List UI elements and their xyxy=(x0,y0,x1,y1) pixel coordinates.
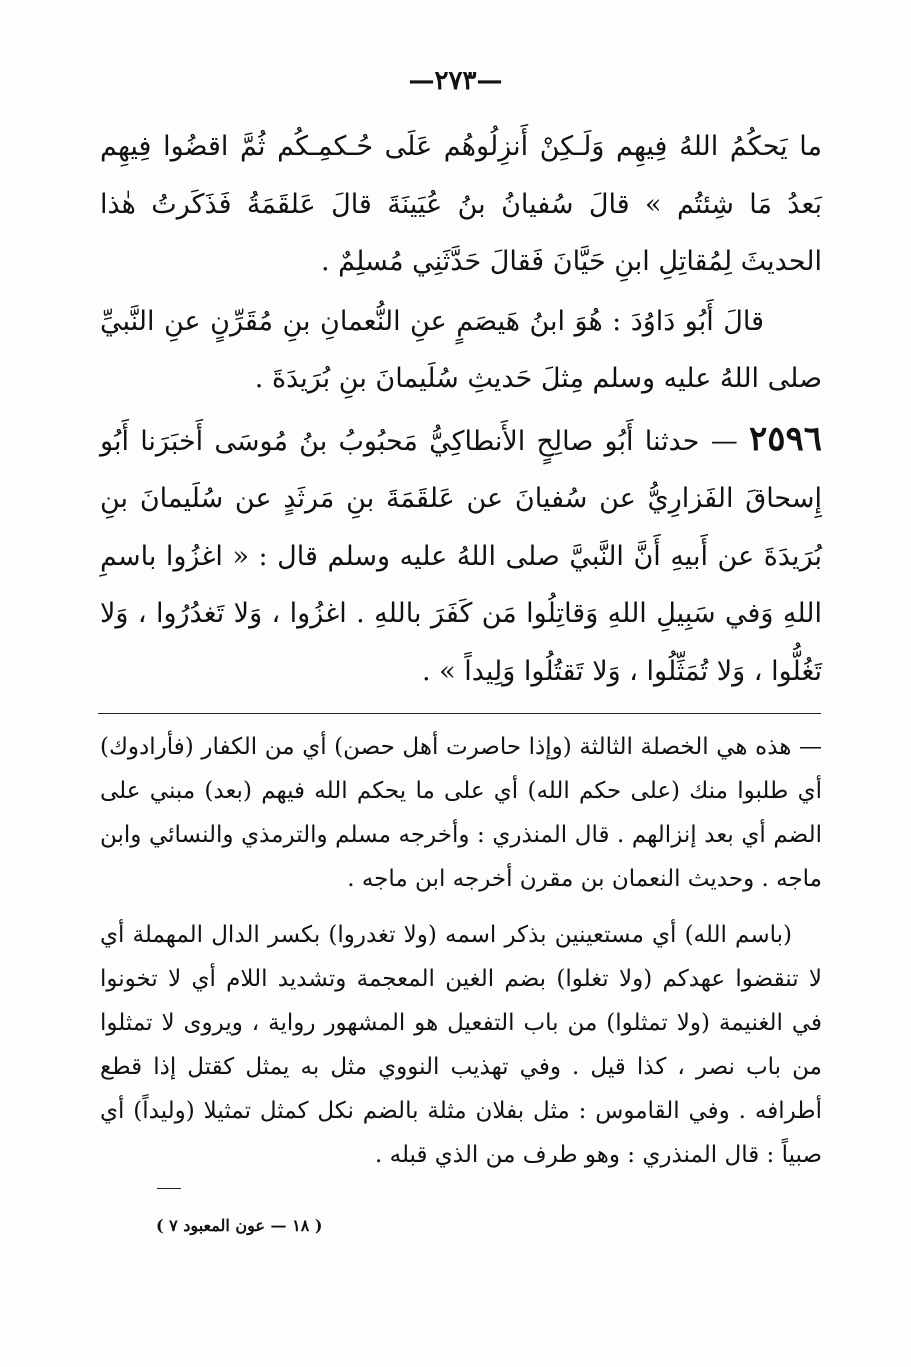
hadith-paragraph xyxy=(100,411,822,701)
page-number: —٢٧٣— xyxy=(408,66,503,96)
commentary xyxy=(100,725,822,1177)
volume-signature: ( ١٨ — عون المعبود ٧ ) xyxy=(156,1216,323,1235)
hadith-text: — حدثنا أَبُو صالِحٍ الأَنطاكِيُّ مَحبُوبُ بنُ مُوسَى أَخبَرَنا أَبُو إِسحاقَ الفَزارِيُّ عن سُفيانَ عن عَلقَمَةَ بنِ مَرثَدٍ عن سُلَيمانَ بنِ بُرَيدَةَ عن أَبيهِ أَنَّ النَّبيَّ صلى اللهُ عليه وسلم قال : « اغزُوا باسمِ اللهِ وَفي سَبِيلِ اللهِ وَقاتِلُوا مَن كَفَرَ باللهِ . اغزُوا ، وَلا تَغدُرُوا ، وَلا تَغُلُّوا ، وَلا تُمَثِّلُوا ، وَلا تَقتُلُوا وَلِيداً » . xyxy=(100,425,822,687)
main-text xyxy=(100,118,822,700)
main-paragraph-1: ما يَحكُمُ اللهُ فِيهِم وَلَـكِنْ أَنزِلُوهُم عَلَى حُـكمِـكُم ثُمَّ اقضُوا فِيهِم بَعدُ مَا شِئتُم » قالَ سُفيانُ بنُ عُيَينَةَ قالَ عَلقَمَةُ فَذَكَرتُ هٰذا الحديثَ لِمُقاتِلِ ابنِ حَيَّانَ فَقالَ حَدَّثَنِي مُسلِمٌ . xyxy=(100,131,822,277)
commentary-paragraph-2: (باسم الله) أي مستعينين بذكر اسمه (ولا تغدروا) بكسر الدال المهملة أي لا تنقضوا عهدكم (ولا تغلوا) بضم الغين المعجمة وتشديد اللام أي لا تخونوا في الغنيمة (ولا تمثلوا) من باب التفعيل هو المشهور رواية ، ويروى لا تمثلوا من باب نصر ، كذا قيل . وفي تهذيب النووي مثل به يمثل كقتل إذا قطع أطرافه . وفي القاموس : مثل بفلان مثلة بالضم نكل كمثل تمثيلا (وليداً) أي صبياً : قال المنذري : وهو طرف من الذي قبله . xyxy=(100,922,822,1168)
main-paragraph-2: قالَ أَبُو دَاوُدَ : هُوَ ابنُ هَيصَمٍ عنِ النُّعمانِ بنِ مُقَرِّنٍ عنِ النَّبيِّ صلى اللهُ عليه وسلم مِثلَ حَديثِ سُلَيمانَ بنِ بُرَيدَةَ . xyxy=(100,305,822,394)
hadith-number: ٢٥٩٦ xyxy=(748,418,822,459)
commentary-paragraph-1: — هذه هي الخصلة الثالثة (وإذا حاصرت أهل حصن) أي من الكفار (فأرادوك) أي طلبوا منك (على حكم الله) أي على ما يحكم الله فيهم (بعد) مبني على الضم أي بعد إنزالهم . قال المنذري : وأخرجه مسلم والترمذي والنسائي وابن ماجه . وحديث النعمان بن مقرن أخرجه ابن ماجه . xyxy=(100,734,822,892)
footnote-divider xyxy=(98,713,821,714)
signature-dash xyxy=(157,1188,181,1189)
